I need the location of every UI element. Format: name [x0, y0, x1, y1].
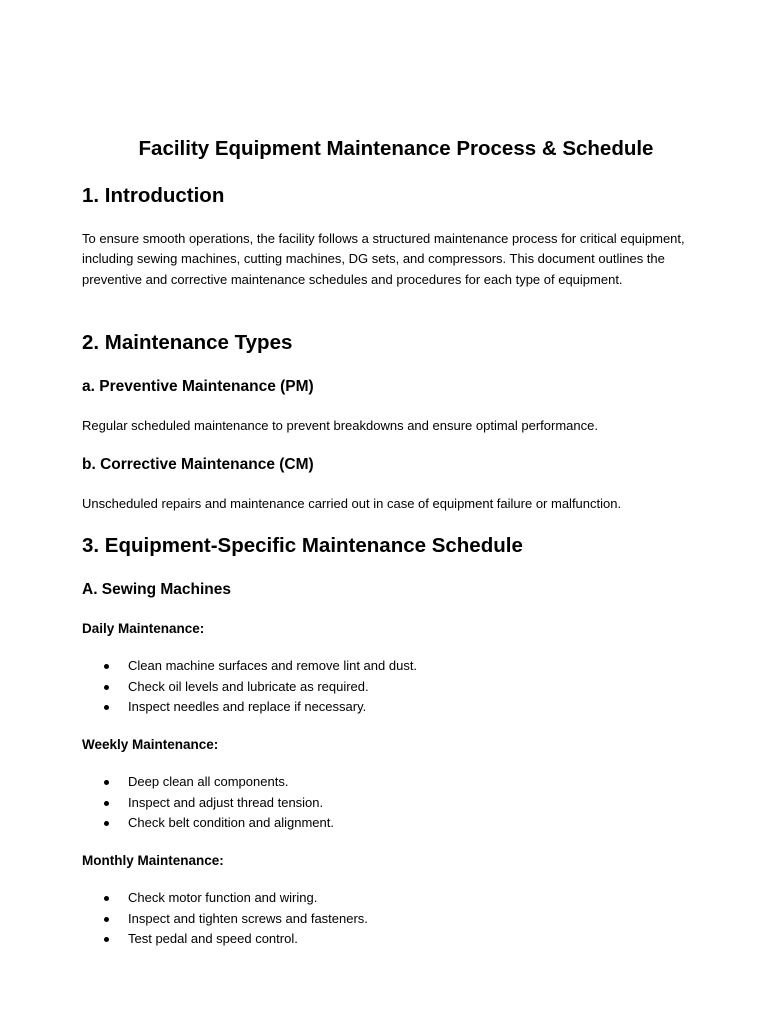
document-title: Facility Equipment Maintenance Process & Schedule [138, 137, 654, 160]
bullet-icon [104, 801, 109, 806]
list-item-text: Inspect and tighten screws and fasteners. [128, 910, 368, 926]
list-item-text: Deep clean all components. [128, 774, 289, 789]
bullet-icon [104, 821, 109, 826]
bullet-icon [104, 685, 109, 690]
bullet-icon [104, 917, 109, 922]
introduction-paragraph: To ensure smooth operations, the facility follows a structured maintenance process for critical equipment, including sewing machines, cutting machines, DG sets, and compressors. This document outlines the preventive and corrective maintenance schedules and procedures for each type of equipment. [82, 231, 685, 287]
monthly-maintenance-heading: Monthly Maintenance: [82, 853, 224, 868]
bullet-icon [104, 937, 109, 942]
bullet-icon [104, 896, 109, 901]
list-item-text: Check belt condition and alignment. [128, 815, 334, 831]
section-heading-maintenance-types: 2. Maintenance Types [82, 331, 293, 354]
subheading-corrective-maintenance: b. Corrective Maintenance (CM) [82, 456, 314, 473]
list-item-text: Test pedal and speed control. [128, 931, 298, 947]
section-heading-introduction: 1. Introduction [82, 184, 225, 207]
bullet-icon [104, 664, 109, 669]
subheading-preventive-maintenance: a. Preventive Maintenance (PM) [82, 378, 314, 395]
daily-maintenance-heading: Daily Maintenance: [82, 621, 205, 636]
list-item-text: Inspect needles and replace if necessary. [128, 699, 367, 715]
bullet-icon [104, 705, 109, 710]
list-item-text: Clean machine surfaces and remove lint and dust. [128, 658, 418, 673]
subheading-sewing-machines: A. Sewing Machines [82, 581, 232, 598]
list-item-text: Check motor function and wiring. [128, 890, 318, 905]
list-item-text: Check oil levels and lubricate as required. [128, 678, 369, 694]
preventive-maintenance-paragraph: Regular scheduled maintenance to prevent breakdowns and ensure optimal performance. [82, 418, 598, 433]
bullet-icon [104, 780, 109, 785]
section-heading-equipment-schedule: 3. Equipment-Specific Maintenance Schedule [82, 534, 523, 557]
weekly-maintenance-heading: Weekly Maintenance: [82, 737, 219, 752]
corrective-maintenance-paragraph: Unscheduled repairs and maintenance carried out in case of equipment failure or malfunction. [82, 496, 622, 511]
list-item-text: Inspect and adjust thread tension. [128, 794, 324, 810]
